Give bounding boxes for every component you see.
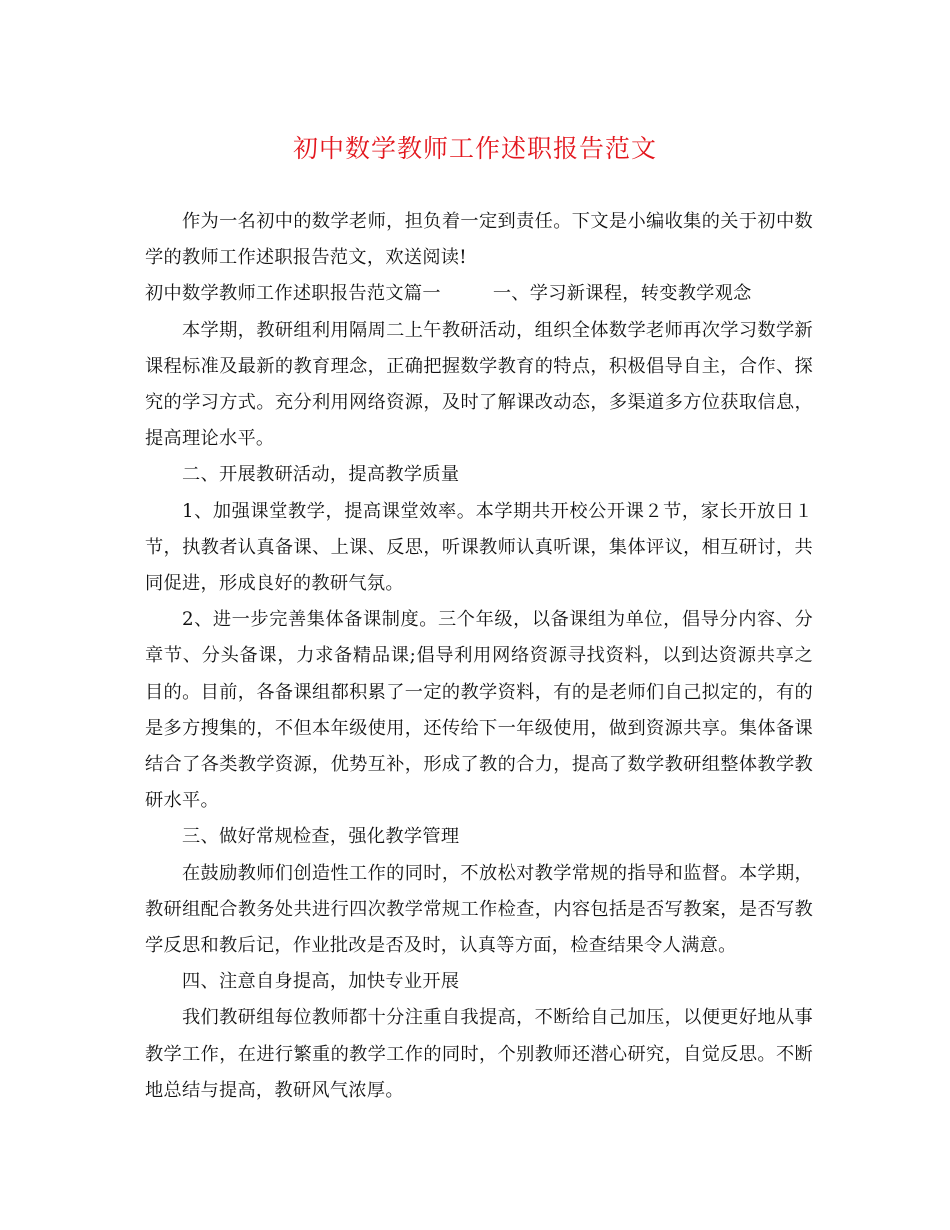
heading-3: 三、做好常规检查，强化教学管理 bbox=[182, 826, 460, 848]
paragraph-1: 本学期，教研组利用隔周二上午教研活动，组织全体数学老师再次学习数学新课程标准及最新的教育理念，正确把握数学教育的特点，积极倡导自主，合作、探究的学习方式。充分利用网络资源，及时了解课改动态，多渠道多方位获取信息，提高理论水平。 bbox=[145, 319, 813, 450]
subtitle-part2: 一、学习新课程，转变教学观念 bbox=[492, 283, 752, 305]
document-title: 初中数学教师工作述职报告范文 bbox=[292, 134, 657, 163]
heading-4: 四、注意自身提高，加快专业开展 bbox=[182, 971, 460, 993]
paragraph-2: 1、加强课堂教学，提高课堂效率。本学期共开校公开课２节，家长开放日１节，执教者认真备课、上课、反思，听课教师认真听课，集体评议，相互研讨，共同促进，形成良好的教研气氛。 bbox=[145, 500, 813, 595]
section-subtitle bbox=[145, 276, 813, 312]
paragraph-5: 我们教研组每位教师都十分注重自我提高，不断给自己加压，以便更好地从事教学工作，在进行繁重的教学工作的同时，个别教师还潜心研究，自觉反思。不断地总结与提高，教研风气浓厚。 bbox=[145, 1007, 813, 1101]
paragraph-3: 2、进一步完善集体备课制度。三个年级，以备课组为单位，倡导分内容、分章节、分头备课，力求备精品课;倡导利用网络资源寻找资料，以到达资源共享之目的。目前，各备课组都积累了一定的教学资料，有的是老师们自己拟定的，有的是多方搜集的，不但本年级使用，还传给下一年级使用，做到资源共享。集体备课结合了各类教学资源，优势互补，形成了教的合力，提高了数学教研组整体教学教研水平。 bbox=[145, 609, 813, 812]
heading-2: 二、开展教研活动，提高教学质量 bbox=[182, 464, 460, 486]
subtitle-part1: 初中数学教师工作述职报告范文篇一 bbox=[145, 283, 441, 305]
paragraph-4: 在鼓励教师们创造性工作的同时，不放松对教学常规的指导和监督。本学期，教研组配合教务处共进行四次教学常规工作检查，内容包括是否写教案，是否写教学反思和教后记，作业批改是否及时，认真等方面，检查结果令人满意。 bbox=[145, 862, 813, 957]
intro-paragraph: 作为一名初中的数学老师，担负着一定到责任。下文是小编收集的关于初中数学的教师工作述职报告范文，欢送阅读! bbox=[145, 211, 813, 269]
document-body bbox=[145, 204, 813, 1109]
